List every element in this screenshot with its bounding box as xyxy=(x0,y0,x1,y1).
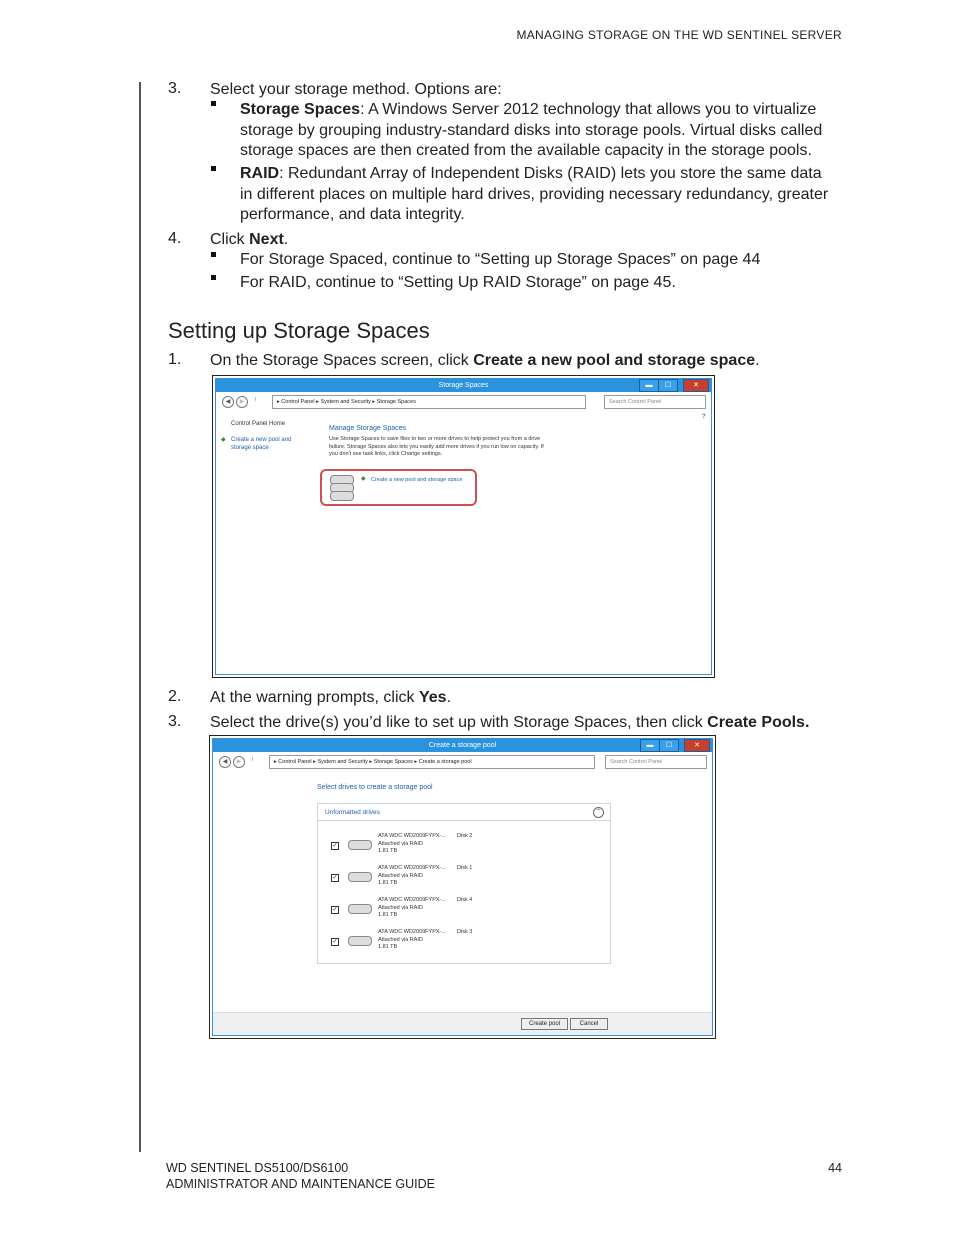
address-row xyxy=(216,394,711,420)
step-number: 1. xyxy=(168,351,182,368)
window-title: Storage Spaces xyxy=(438,382,489,389)
drive-stack-icon xyxy=(330,491,354,501)
text-run: Click xyxy=(210,231,250,248)
bullet-storage-spaces xyxy=(240,100,850,162)
footer-title xyxy=(166,1160,435,1192)
bullet-item: For RAID, continue to “Setting Up RAID Storage” on page 45. xyxy=(240,274,676,291)
drive-size: 1.81 TB xyxy=(378,912,398,918)
drive-checkbox[interactable]: ✓ xyxy=(332,907,338,913)
text-run: . xyxy=(755,352,760,369)
footer-line: WD SENTINEL DS5100/DS6100 xyxy=(166,1161,349,1175)
drive-row[interactable] xyxy=(318,928,610,956)
sidebar-create-link[interactable]: Create a new pool and storage space xyxy=(231,437,292,451)
margin-rule xyxy=(139,82,141,1152)
forward-icon[interactable]: ▶ xyxy=(236,396,248,408)
content-heading: Select drives to create a storage pool xyxy=(317,784,433,791)
address-row xyxy=(213,754,712,770)
create-pool-button[interactable]: Create pool xyxy=(521,1018,568,1030)
step-number: 3. xyxy=(168,713,182,730)
bullet-item: For Storage Spaced, continue to “Setting up Storage Spaces” on page 44 xyxy=(240,251,761,268)
close-button[interactable]: ✕ xyxy=(683,379,709,392)
drive-size: 1.81 TB xyxy=(378,880,398,886)
crumb[interactable]: System and Security xyxy=(320,399,371,405)
search-input[interactable]: Search Control Panel xyxy=(604,395,706,409)
back-icon[interactable]: ◀ xyxy=(219,756,231,768)
content-description: Use Storage Spaces to save files to two or more drives to help protect you from a drive failure. Storage Spaces also lets you easily add more drives if you run low on capacity. If you don't see task links, click Change settings. xyxy=(329,436,544,457)
drive-name: ATA WDC WD2009FYPX-... xyxy=(378,897,446,903)
drive-name: ATA WDC WD2009FYPX-... xyxy=(378,833,446,839)
drive-checkbox[interactable]: ✓ xyxy=(332,843,338,849)
drive-name: ATA WDC WD2009FYPX-... xyxy=(378,865,446,871)
step-text: Select your storage method. Options are: xyxy=(210,81,502,98)
bullet-term: RAID xyxy=(240,165,280,182)
up-icon[interactable]: ↑ xyxy=(251,757,254,763)
running-header: MANAGING STORAGE ON THE WD SENTINEL SERVER xyxy=(516,28,842,42)
title-bar xyxy=(216,379,711,392)
bullet-marker xyxy=(211,252,216,257)
drive-attach: Attached via RAID xyxy=(378,840,423,847)
crumb[interactable]: Storage Spaces xyxy=(373,759,413,765)
section-heading: Setting up Storage Spaces xyxy=(168,318,430,343)
bullet-line: : Redundant Array of Independent Disks (RAID) lets you store the same data xyxy=(279,165,822,182)
collapse-icon[interactable]: ⌃ xyxy=(593,807,604,818)
step-number: 3. xyxy=(168,80,182,97)
crumb[interactable]: Control Panel xyxy=(281,399,315,405)
bullet-term: Storage Spaces xyxy=(240,101,361,118)
help-icon[interactable]: ? xyxy=(702,414,706,420)
back-icon[interactable]: ◀ xyxy=(222,396,234,408)
drive-group-panel xyxy=(317,803,611,964)
up-icon[interactable]: ↑ xyxy=(254,397,257,403)
drive-disk-label: Disk 2 xyxy=(457,833,473,839)
text-run: . xyxy=(446,689,452,706)
bullet-line: storage spaces are then created from the available capacity in the storage pools. xyxy=(240,142,812,159)
crumb[interactable]: Control Panel xyxy=(278,759,312,765)
group-header[interactable] xyxy=(318,804,610,821)
drive-size: 1.81 TB xyxy=(378,944,398,950)
create-pool-link[interactable]: Create a new pool and storage space xyxy=(371,477,463,483)
drive-row[interactable] xyxy=(318,864,610,892)
drive-name: ATA WDC WD2009FYPX-... xyxy=(378,929,446,935)
text-run: . xyxy=(283,231,289,248)
drive-checkbox[interactable]: ✓ xyxy=(332,875,338,881)
window-frame xyxy=(212,738,713,1036)
crumb[interactable]: Storage Spaces xyxy=(376,399,416,405)
step-text xyxy=(210,351,760,372)
drive-disk-label: Disk 3 xyxy=(457,929,473,935)
drive-disk-label: Disk 4 xyxy=(457,897,473,903)
address-bar[interactable]: ▸ Control Panel ▸ System and Security ▸ Storage Spaces xyxy=(272,395,586,409)
drive-icon xyxy=(348,840,372,850)
bullet-marker xyxy=(211,275,216,280)
text-bold: Create a new pool and storage space xyxy=(473,352,756,369)
bullet-line: storage by grouping industry-standard disks into storage pools. Virtual disks called xyxy=(240,121,823,139)
text-bold: Next xyxy=(249,231,284,248)
footer-line: ADMINISTRATOR AND MAINTENANCE GUIDE xyxy=(166,1177,436,1191)
screenshot-create-pool xyxy=(209,735,716,1039)
maximize-button[interactable]: ☐ xyxy=(659,739,679,752)
text-bold: Yes xyxy=(418,689,447,706)
button-bar xyxy=(213,1012,712,1035)
window-frame xyxy=(215,378,712,675)
text-run: On the Storage Spaces screen, click xyxy=(210,352,474,369)
crumb[interactable]: Create a storage pool xyxy=(418,759,472,765)
forward-icon[interactable]: ▶ xyxy=(233,756,245,768)
bullet-line: in different places on multiple hard drives, providing necessary redundancy, greater xyxy=(240,185,829,203)
close-button[interactable]: ✕ xyxy=(684,739,710,752)
cancel-button[interactable]: Cancel xyxy=(570,1018,608,1030)
sidebar-home-link[interactable]: Control Panel Home xyxy=(231,421,286,427)
minimize-button[interactable]: ▬ xyxy=(640,739,660,752)
text-bold: Create Pools. xyxy=(707,714,810,731)
step-text xyxy=(210,230,288,251)
group-title: Unformatted drives xyxy=(325,809,380,816)
bullet-raid xyxy=(240,164,850,226)
drive-row[interactable] xyxy=(318,896,610,924)
step-number: 4. xyxy=(168,230,182,247)
drive-checkbox[interactable]: ✓ xyxy=(332,939,338,945)
drive-icon xyxy=(348,904,372,914)
bullet-marker xyxy=(211,101,216,106)
drive-size: 1.81 TB xyxy=(378,848,398,854)
bullet-line: : A Windows Server 2012 technology that allows you to virtualize xyxy=(360,101,817,118)
step-text xyxy=(210,713,809,734)
shield-icon: ◆ xyxy=(361,476,366,482)
crumb[interactable]: System and Security xyxy=(317,759,368,765)
drive-icon xyxy=(348,936,372,946)
drive-attach: Attached via RAID xyxy=(378,872,423,879)
shield-icon: ◆ xyxy=(221,437,226,443)
bullet-line: performance, and data integrity. xyxy=(240,206,465,223)
title-bar xyxy=(213,739,712,752)
page-number: 44 xyxy=(828,1161,842,1175)
window-title: Create a storage pool xyxy=(428,742,497,749)
drive-row[interactable] xyxy=(318,832,610,860)
content-heading: Manage Storage Spaces xyxy=(329,425,407,432)
step-number: 2. xyxy=(168,688,182,705)
text-run: At the warning prompts, click xyxy=(210,689,419,706)
drive-icon xyxy=(348,872,372,882)
drive-disk-label: Disk 1 xyxy=(457,865,473,871)
text-run: Select the drive(s) you’d like to set up with Storage Spaces, then click xyxy=(210,714,708,731)
drive-attach: Attached via RAID xyxy=(378,904,423,911)
bullet-marker xyxy=(211,166,216,171)
maximize-button[interactable]: ☐ xyxy=(658,379,678,392)
screenshot-storage-spaces xyxy=(212,375,715,678)
drive-attach: Attached via RAID xyxy=(378,936,423,943)
search-input[interactable]: Search Control Panel xyxy=(605,755,707,769)
address-bar[interactable]: ▸ Control Panel ▸ System and Security ▸ Storage Spaces ▸ Create a storage pool xyxy=(269,755,595,769)
minimize-button[interactable]: ▬ xyxy=(639,379,659,392)
step-text xyxy=(210,688,451,709)
